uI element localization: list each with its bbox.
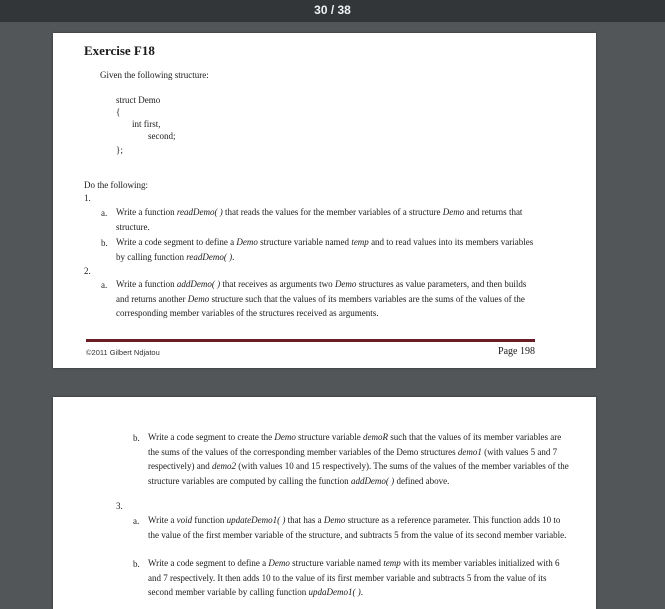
exercise-title: Exercise F18	[84, 43, 155, 58]
item-number: 2.	[84, 266, 91, 276]
item-marker: b.	[133, 559, 140, 569]
document-page-31	[53, 397, 596, 609]
item-marker: a.	[133, 516, 140, 526]
page-indicator: 30 / 38	[0, 0, 665, 22]
copyright: ©2011 Gilbert Ndjatou	[86, 348, 160, 357]
code-line: struct Demo	[116, 95, 161, 105]
document-page-30	[53, 33, 596, 368]
item-marker: a.	[101, 280, 108, 290]
code-line: };	[116, 145, 123, 155]
item-1b-text: Write a code segment to define a Demo structure variable named temp and to read values into its members variables by calling function readDemo( ).	[116, 237, 534, 262]
item-2a-text: Write a function addDemo( ) that receives as arguments two Demo structures as value parameters, and then builds and returns another Demo structure such that the values of its members variables are the sums of the values of the corresponding member variables of the structures received as arguments.	[116, 279, 527, 318]
code-line: {	[116, 107, 121, 117]
item-number: 1.	[84, 193, 91, 203]
code-line: int first,	[132, 119, 161, 129]
item-number: 3.	[116, 501, 123, 511]
intro-text: Given the following structure:	[100, 70, 209, 80]
instructions-heading: Do the following:	[84, 180, 148, 190]
item-3b-text: Write a code segment to define a Demo structure variable named temp with its member variables initialized with 6 and 7 respectively. It then adds 10 to the value of its first member variable and subtracts 5 from the value of its second member variable by calling function updaDemo1( ).	[148, 558, 560, 597]
item-marker: a.	[101, 208, 108, 218]
item-3a-text: Write a void function updateDemo1( ) that has a Demo structure as a reference parameter. This function adds 10 to the value of the first member variable of the structure, and subtracts 5 from the value of its second member variable.	[148, 515, 567, 540]
item-1a-text: Write a function readDemo( ) that reads the values for the member variables of a structure Demo and returns that structure.	[116, 207, 523, 232]
item-marker: b.	[133, 433, 140, 443]
code-line: second;	[148, 131, 176, 141]
item-2b-text: Write a code segment to create the Demo structure variable demoR such that the values of its member variables are the sums of the values of the corresponding member variables of the Demo structures demo1 (with values 5 and 7 respectively) and demo2 (with values 10 and 15 respectively). The sums of the values of the member variables of the structure variables are computed by calling the function addDemo( ) defined above.	[148, 432, 569, 486]
page-number: Page 198	[498, 346, 535, 357]
item-marker: b.	[101, 238, 108, 248]
footer-rule	[86, 339, 535, 342]
